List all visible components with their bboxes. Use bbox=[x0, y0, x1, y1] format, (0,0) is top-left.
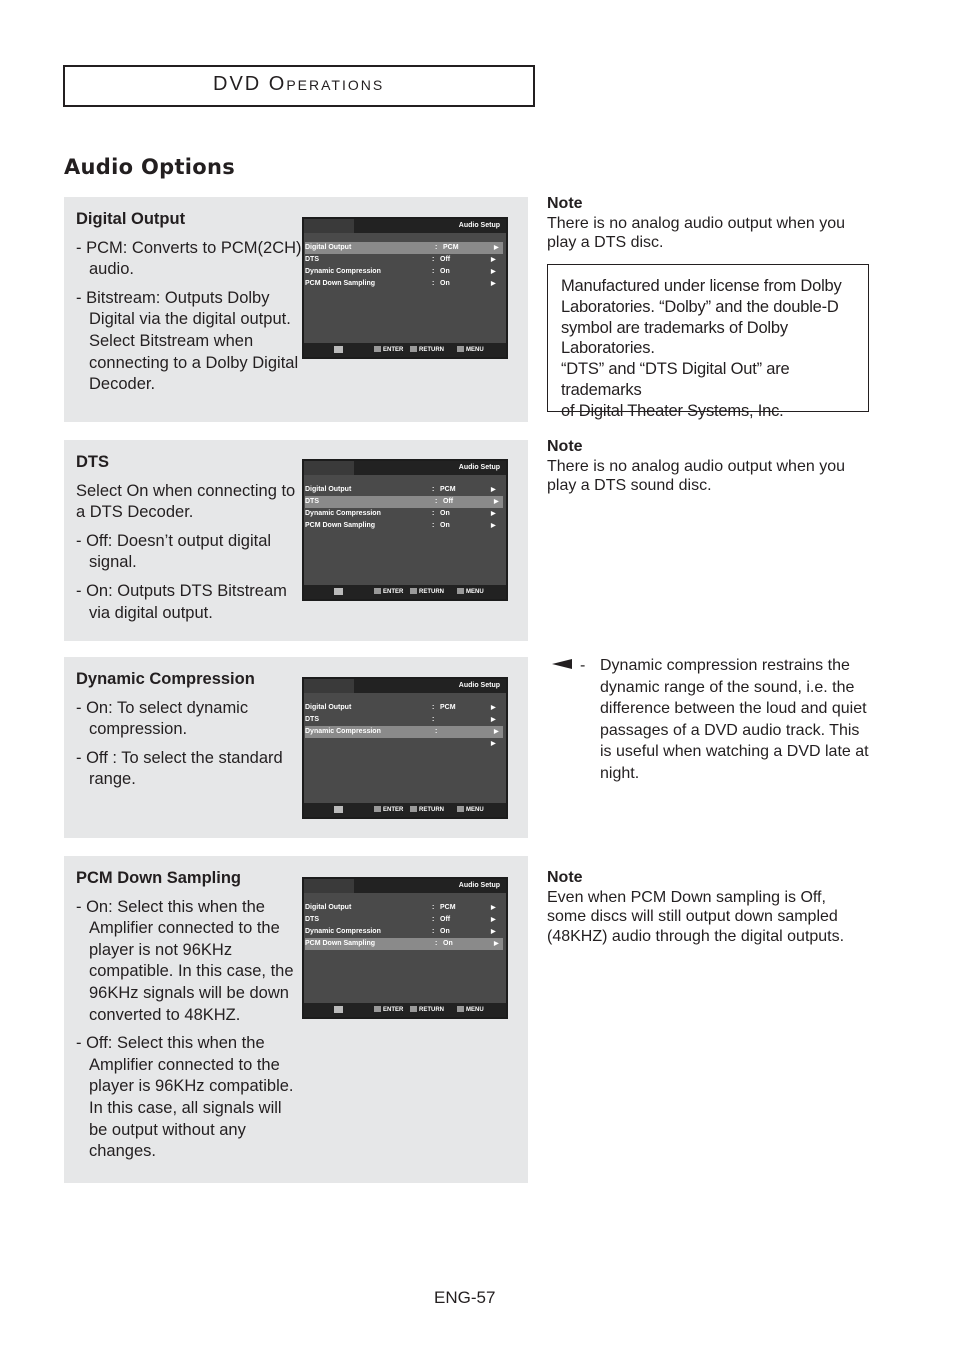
osd-row-empty bbox=[302, 738, 508, 750]
arrow-right-icon: ▶ bbox=[494, 729, 499, 735]
osd-menu bbox=[302, 702, 508, 750]
osd-menu bbox=[302, 484, 508, 532]
osd-enter-label: ENTER bbox=[383, 1007, 404, 1013]
osd-enter-hint bbox=[374, 588, 403, 595]
osd-footer bbox=[304, 1003, 506, 1017]
osd-return-hint bbox=[410, 346, 444, 353]
enter-key-icon bbox=[374, 588, 381, 594]
osd-colon: : bbox=[432, 486, 435, 493]
osd-tab bbox=[304, 219, 354, 233]
osd-row-dts bbox=[302, 254, 508, 266]
panel-dts bbox=[64, 440, 528, 641]
osd-row-label: Dynamic Compression bbox=[305, 510, 381, 517]
license-line: of Digital Theater Systems, Inc. bbox=[561, 401, 784, 420]
osd-colon: : bbox=[432, 704, 435, 711]
osd-colon: : bbox=[435, 244, 438, 251]
osd-enter-hint bbox=[374, 346, 403, 353]
osd-row-label: DTS bbox=[305, 256, 319, 263]
osd-row-label: DTS bbox=[305, 498, 319, 505]
osd-colon: : bbox=[432, 280, 435, 287]
osd-return-hint bbox=[410, 806, 444, 813]
arrow-right-icon: ▶ bbox=[491, 511, 496, 517]
osd-row-value: On bbox=[440, 268, 450, 275]
osd-menu bbox=[302, 242, 508, 290]
osd-enter-hint bbox=[374, 806, 403, 813]
osd-colon: : bbox=[432, 904, 435, 911]
panel-digital-output bbox=[64, 197, 528, 422]
arrow-right-icon: ▶ bbox=[491, 917, 496, 923]
osd-colon: : bbox=[432, 916, 435, 923]
osd-row-dynamic-compression bbox=[302, 926, 508, 938]
osd-colon: : bbox=[435, 498, 438, 505]
chapter-title: DVD Operations bbox=[213, 73, 385, 95]
panel-text bbox=[76, 209, 302, 403]
osd-row-label: DTS bbox=[305, 916, 319, 923]
osd-row-label: Digital Output bbox=[305, 904, 352, 911]
menu-key-icon bbox=[457, 806, 464, 812]
osd-row-digital-output bbox=[302, 902, 508, 914]
osd-row-value: PCM bbox=[440, 904, 456, 911]
osd-enter-label: ENTER bbox=[383, 347, 404, 353]
osd-row-value: On bbox=[443, 940, 453, 947]
note-dts-sound-disc bbox=[547, 437, 867, 496]
move-icon bbox=[334, 588, 343, 595]
osd-return-hint bbox=[410, 1006, 444, 1013]
panel-text bbox=[76, 452, 302, 631]
osd-row-dts bbox=[305, 496, 503, 508]
osd-footer bbox=[304, 343, 506, 357]
osd-screenshot bbox=[302, 677, 508, 819]
osd-row-value: On bbox=[440, 510, 450, 517]
panel-title: Dynamic Compression bbox=[76, 670, 255, 688]
osd-row-pcm-down-sampling bbox=[305, 938, 503, 950]
osd-enter-label: ENTER bbox=[383, 589, 404, 595]
osd-menu-hint bbox=[457, 346, 484, 353]
osd-row-value: PCM bbox=[440, 704, 456, 711]
enter-key-icon bbox=[374, 346, 381, 352]
arrow-right-icon: ▶ bbox=[491, 929, 496, 935]
arrow-right-icon: ▶ bbox=[491, 705, 496, 711]
osd-row-digital-output bbox=[302, 702, 508, 714]
bullet-item: - Off : To select the standard range. bbox=[76, 748, 283, 789]
note-text: There is no analog audio output when you play a DTS disc. bbox=[547, 214, 845, 251]
panel-text bbox=[76, 868, 302, 1170]
panel-title: Digital Output bbox=[76, 210, 186, 228]
tip-text: Dynamic compression restrains the dynamic range of the sound, i.e. the difference between the loud and quiet passages of a DVD audio track. This is useful when watching a DVD late at night. bbox=[600, 657, 869, 782]
osd-row-value: On bbox=[440, 280, 450, 287]
osd-menu-label: MENU bbox=[466, 1007, 484, 1013]
osd-row-label: Digital Output bbox=[305, 704, 352, 711]
osd-row-value: On bbox=[440, 522, 450, 529]
move-icon bbox=[334, 806, 343, 813]
bullet-item: - Off: Doesn’t output digital signal. bbox=[76, 531, 272, 572]
osd-return-label: RETURN bbox=[419, 807, 444, 813]
osd-row-dynamic-compression bbox=[302, 266, 508, 278]
osd-menu-label: MENU bbox=[466, 589, 484, 595]
arrow-right-icon: ▶ bbox=[491, 281, 496, 287]
arrow-right-icon: ▶ bbox=[491, 905, 496, 911]
osd-row-label: Dynamic Compression bbox=[305, 928, 381, 935]
osd-colon: : bbox=[432, 256, 435, 263]
osd-row-label: DTS bbox=[305, 716, 319, 723]
arrow-right-icon: ▶ bbox=[494, 941, 499, 947]
osd-title-bar bbox=[354, 461, 506, 475]
osd-menu-hint bbox=[457, 588, 484, 595]
license-line: Laboratories. “Dolby” and the double-D bbox=[561, 297, 839, 316]
osd-row-label: Dynamic Compression bbox=[305, 268, 381, 275]
return-key-icon bbox=[410, 588, 417, 594]
note-text: Even when PCM Down sampling is Off, some discs will still output down sampled (48KHZ) audio through the digital outputs. bbox=[547, 888, 845, 945]
note-text: There is no analog audio output when you play a DTS sound disc. bbox=[547, 457, 845, 494]
arrow-right-icon: ▶ bbox=[491, 487, 496, 493]
license-line: Manufactured under license from Dolby bbox=[561, 277, 842, 295]
osd-row-label: PCM Down Sampling bbox=[305, 522, 375, 529]
osd-row-dynamic-compression bbox=[305, 726, 503, 738]
menu-key-icon bbox=[457, 346, 464, 352]
osd-screenshot bbox=[302, 217, 508, 359]
osd-menu bbox=[302, 902, 508, 950]
osd-row-digital-output bbox=[302, 484, 508, 496]
osd-row-value: PCM bbox=[440, 486, 456, 493]
osd-screenshot bbox=[302, 877, 508, 1019]
move-icon bbox=[334, 346, 343, 353]
osd-row-dts bbox=[302, 914, 508, 926]
license-line: symbol are trademarks of Dolby bbox=[561, 318, 788, 337]
arrow-right-icon: ▶ bbox=[491, 269, 496, 275]
osd-row-value: Off bbox=[440, 256, 451, 263]
osd-return-label: RETURN bbox=[419, 589, 444, 595]
license-line: Laboratories. bbox=[561, 339, 655, 358]
license-line: “DTS” and “DTS Digital Out” are trademarks bbox=[561, 360, 790, 399]
osd-row-dts bbox=[302, 714, 508, 726]
arrow-right-icon: ▶ bbox=[491, 257, 496, 263]
osd-title: Audio Setup bbox=[458, 882, 500, 889]
osd-menu-label: MENU bbox=[466, 347, 484, 353]
arrow-right-icon: ▶ bbox=[494, 245, 499, 251]
osd-title: Audio Setup bbox=[458, 682, 500, 689]
osd-footer bbox=[304, 585, 506, 599]
osd-tab bbox=[304, 679, 354, 693]
panel-pcm-down-sampling bbox=[64, 856, 528, 1183]
osd-row-label: PCM Down Sampling bbox=[305, 940, 375, 947]
osd-menu-label: MENU bbox=[466, 807, 484, 813]
osd-row-pcm-down-sampling bbox=[302, 520, 508, 532]
osd-enter-label: ENTER bbox=[383, 807, 404, 813]
section-title: Audio Options bbox=[64, 155, 236, 179]
note-title: Note bbox=[547, 438, 583, 455]
osd-menu-hint bbox=[457, 806, 484, 813]
osd-colon: : bbox=[432, 716, 435, 723]
osd-row-value: Off bbox=[443, 498, 454, 505]
osd-row-value: PCM bbox=[443, 244, 459, 251]
osd-row-dynamic-compression bbox=[302, 508, 508, 520]
panel-title: PCM Down Sampling bbox=[76, 869, 241, 887]
return-key-icon bbox=[410, 1006, 417, 1012]
osd-tab bbox=[304, 461, 354, 475]
osd-row-value: Off bbox=[440, 916, 451, 923]
arrow-right-icon: ▶ bbox=[491, 741, 496, 747]
osd-row-value: On bbox=[440, 928, 450, 935]
enter-key-icon bbox=[374, 806, 381, 812]
bullet-item: - On: Select this when the Amplifier connected to the player is not 96KHz compatible. In this case, the 96KHz signals will be down converted to 48KHZ. bbox=[76, 897, 294, 1024]
return-key-icon bbox=[410, 806, 417, 812]
osd-title-bar bbox=[354, 679, 506, 693]
note-title: Note bbox=[547, 195, 583, 212]
bullet-item: - Off: Select this when the Amplifier connected to the player is 96KHz compatible. In this case, all signals will be output without any changes. bbox=[76, 1034, 294, 1161]
bullet-item: - PCM: Converts to PCM(2CH) audio. bbox=[76, 238, 302, 279]
paragraph: Select On when connecting to a DTS Decoder. bbox=[76, 481, 296, 522]
osd-title-bar bbox=[354, 219, 506, 233]
bullet-item: - On: Outputs DTS Bitstream via digital output. bbox=[76, 581, 287, 622]
arrow-right-icon: ▶ bbox=[494, 499, 499, 505]
osd-return-hint bbox=[410, 588, 444, 595]
osd-screenshot bbox=[302, 459, 508, 601]
osd-colon: : bbox=[435, 940, 438, 947]
osd-title: Audio Setup bbox=[458, 222, 500, 229]
menu-key-icon bbox=[457, 1006, 464, 1012]
osd-colon: : bbox=[432, 268, 435, 275]
tip-dash: - bbox=[580, 657, 586, 674]
chapter-header-box bbox=[63, 65, 535, 107]
osd-row-pcm-down-sampling bbox=[302, 278, 508, 290]
note-title: Note bbox=[547, 869, 583, 886]
osd-colon: : bbox=[432, 522, 435, 529]
osd-colon: : bbox=[432, 928, 435, 935]
bullet-item: - On: To select dynamic compression. bbox=[76, 698, 249, 739]
page-number: ENG-57 bbox=[434, 1288, 496, 1307]
arrow-right-icon: ▶ bbox=[491, 523, 496, 529]
osd-row-label: Digital Output bbox=[305, 244, 352, 251]
license-box bbox=[547, 264, 869, 420]
license-text bbox=[561, 276, 871, 422]
menu-key-icon bbox=[457, 588, 464, 594]
panel-text bbox=[76, 669, 302, 798]
panel-dynamic-compression bbox=[64, 657, 528, 838]
osd-return-label: RETURN bbox=[419, 1007, 444, 1013]
osd-menu-hint bbox=[457, 1006, 484, 1013]
note-pcm-down-sampling bbox=[547, 868, 867, 946]
pointer-arrow-icon bbox=[552, 659, 572, 669]
return-key-icon bbox=[410, 346, 417, 352]
osd-tab bbox=[304, 879, 354, 893]
osd-footer bbox=[304, 803, 506, 817]
osd-row-label: PCM Down Sampling bbox=[305, 280, 375, 287]
osd-row-digital-output bbox=[305, 242, 503, 254]
move-icon bbox=[334, 1006, 343, 1013]
arrow-right-icon: ▶ bbox=[491, 717, 496, 723]
enter-key-icon bbox=[374, 1006, 381, 1012]
osd-colon: : bbox=[435, 728, 438, 735]
osd-return-label: RETURN bbox=[419, 347, 444, 353]
panel-title: DTS bbox=[76, 453, 109, 471]
osd-row-label: Digital Output bbox=[305, 486, 352, 493]
osd-row-label: Dynamic Compression bbox=[305, 728, 381, 735]
osd-enter-hint bbox=[374, 1006, 403, 1013]
osd-title-bar bbox=[354, 879, 506, 893]
bullet-item: - Bitstream: Outputs Dolby Digital via the digital output. Select Bitstream when connecting to a Dolby Digital Decoder. bbox=[76, 288, 299, 394]
note-dts-disc bbox=[547, 194, 867, 253]
osd-colon: : bbox=[432, 510, 435, 517]
osd-title: Audio Setup bbox=[458, 464, 500, 471]
